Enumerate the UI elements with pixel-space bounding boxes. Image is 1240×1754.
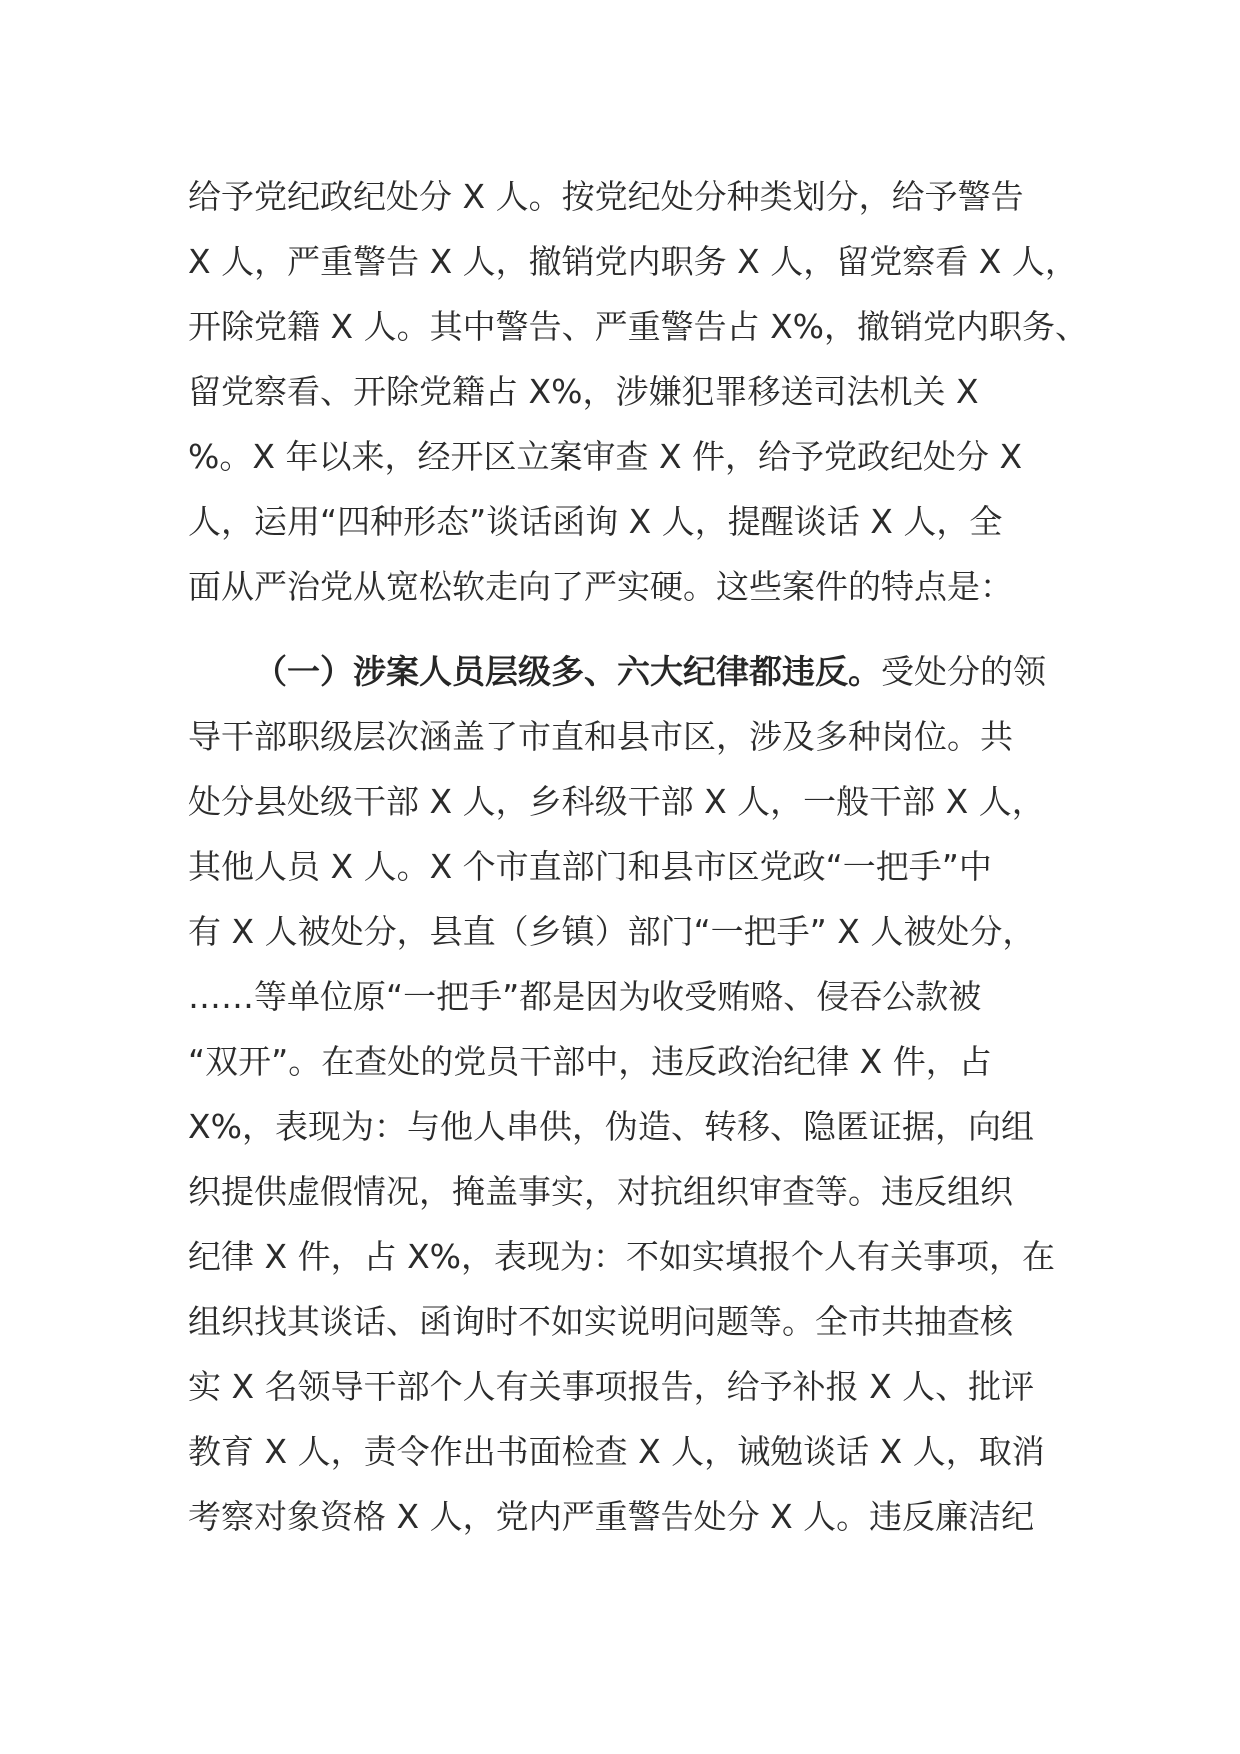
text-line: 有 X 人被处分，县直（乡镇）部门“一把手” X 人被处分，	[188, 912, 1036, 951]
text-line: 实 X 名领导干部个人有关事项报告，给予补报 X 人、批评	[188, 1367, 1035, 1406]
text-line: 织提供虚假情况，掩盖事实，对抗组织审查等。违反组织	[188, 1172, 1013, 1211]
text-line: 处分县处级干部 X 人，乡科级干部 X 人，一般干部 X 人，	[188, 782, 1045, 821]
text-line: 留党察看、开除党籍占 X%，涉嫌犯罪移送司法机关 X	[188, 372, 979, 411]
text-line: 人，运用“四种形态”谈话函询 X 人，提醒谈话 X 人，全	[188, 502, 1003, 541]
text-line: 考察对象资格 X 人，党内严重警告处分 X 人。违反廉洁纪	[188, 1497, 1035, 1536]
document-body	[188, 164, 1089, 1549]
text-line: X 人，严重警告 X 人，撤销党内职务 X 人，留党察看 X 人，	[188, 242, 1078, 281]
text-line: X%，表现为：与他人串供，伪造、转移、隐匿证据，向组	[188, 1107, 1034, 1146]
text-run: 受处分的领	[881, 652, 1046, 691]
text-line-first	[188, 639, 1068, 704]
text-line: ……等单位原“一把手”都是因为收受贿赂、侵吞公款被	[188, 977, 982, 1016]
paragraph-summary	[188, 164, 1089, 619]
paragraph-gap	[188, 619, 1068, 639]
text-line: 教育 X 人，责令作出书面检查 X 人，诫勉谈话 X 人，取消	[188, 1432, 1045, 1471]
text-line: 其他人员 X 人。X 个市直部门和县市区党政“一把手”中	[188, 847, 992, 886]
text-line: 组织找其谈话、函询时不如实说明问题等。全市共抽查核	[188, 1302, 1013, 1341]
text-line: 开除党籍 X 人。其中警告、严重警告占 X%，撤销党内职务、	[188, 307, 1089, 346]
section-heading: （一）涉案人员层级多、六大纪律都违反。	[254, 652, 881, 691]
text-line: %。X 年以来，经开区立案审查 X 件，给予党政纪处分 X	[188, 437, 1023, 476]
text-line: 面从严治党从宽松软走向了严实硬。这些案件的特点是：	[188, 567, 1013, 606]
paragraph-characteristic-1	[188, 639, 1068, 1549]
text-line: 导干部职级层次涵盖了市直和县市区，涉及多种岗位。共	[188, 717, 1013, 756]
text-line: 纪律 X 件，占 X%，表现为：不如实填报个人有关事项，在	[188, 1237, 1056, 1276]
text-line: 给予党纪政纪处分 X 人。按党纪处分种类划分，给予警告	[188, 177, 1024, 216]
text-line: “双开”。在查处的党员干部中，违反政治纪律 X 件，占	[188, 1042, 992, 1081]
